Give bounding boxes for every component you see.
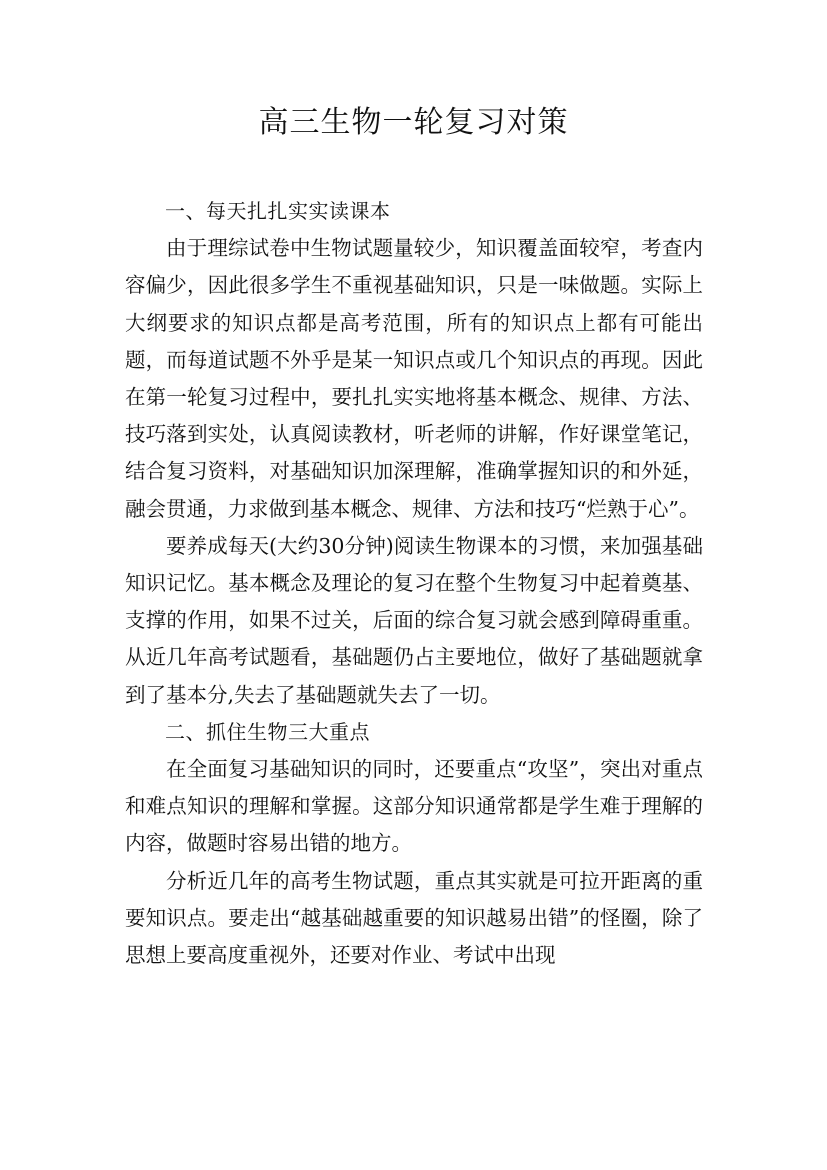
paragraph: 要养成每天(大约30分钟)阅读生物课本的习惯，来加强基础知识记忆。基本概念及理论的复习在整个生物复习中起着奠基、支撑的作用，如果不过关，后面的综合复习就会感到障碍重重。从近几年高考试题看，基础题仍占主要地位，做好了基础题就拿到了基本分,失去了基础题就失去了一切。 [125, 533, 703, 707]
section-heading-1: 一、每天扎扎实实读课本 [165, 199, 391, 223]
document-title: 高三生物一轮复习对策 [258, 105, 569, 140]
document-body [125, 193, 703, 974]
section-heading-2: 二、抓住生物三大重点 [165, 719, 370, 744]
paragraph: 分析近几年的高考生物试题，重点其实就是可拉开距离的重要知识点。要走出“越基础越重要的知识越易出错”的怪圈，除了思想上要高度重视外，还要对作业、考试中出现 [125, 868, 703, 968]
paragraph: 在全面复习基础知识的同时，还要重点“攻坚”，突出对重点和难点知识的理解和掌握。这部分知识通常都是学生难于理解的内容，做题时容易出错的地方。 [125, 757, 703, 856]
paragraph: 由于理综试卷中生物试题量较少，知识覆盖面较窄，考查内容偏少，因此很多学生不重视基础知识，只是一味做题。实际上大纲要求的知识点都是高考范围，所有的知识点上都有可能出题，而每道试题不外乎是某一知识点或几个知识点的再现。因此在第一轮复习过程中，要扎扎实实地将基本概念、规律、方法、技巧落到实处，认真阅读教材，听老师的讲解，作好课堂笔记，结合复习资料，对基础知识加深理解，准确掌握知识的和外延，融会贯通，力求做到基本概念、规律、方法和技巧“烂熟于心”。 [125, 236, 703, 521]
